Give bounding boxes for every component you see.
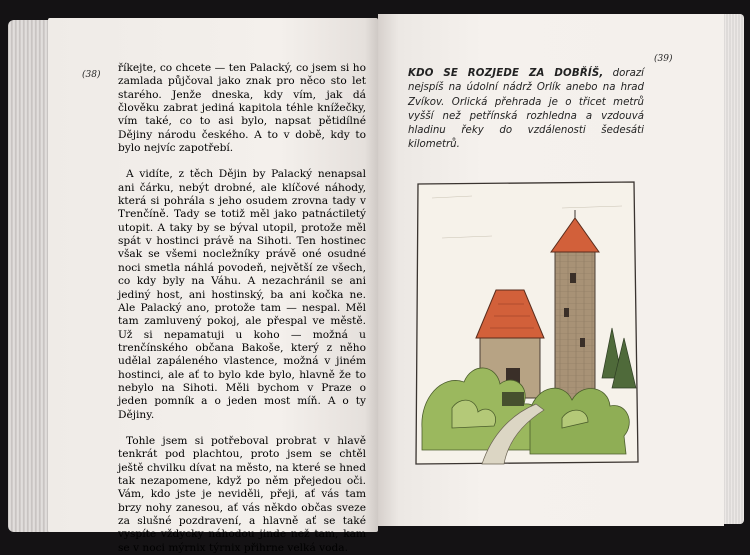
paragraph: Tohle jsem si potřeboval probrat v hlavě tenkrát pod plachtou, proto jsem se chtěl ještě chvilku dívat na město, na které se hned tak nezapomene, když po něm přejedou oči. Vám, kdo jste je neviděli, přeji, ať vás tam brzy nohy zanesou, ať vás někdo občas sveze za slušné pozdravení, a hlavně ať se také vyspíte vždycky náhodou jinde než tam, kam se v noci mýrnix týrnix přihrne velká voda. [118,434,366,554]
paragraph: A vidíte, z těch Dějin by Palacký nenapsal ani čárku, nebýt drobné, ale klíčové náhody, která si pohrála s jeho osudem zrovna tady v Trenčíně. Tady se totiž měl jako patnáctiletý utopit. A taky by se býval utopil, protože měl spát v hostinci právě na Sihoti. Ten hostinec však se všemi nocležníky právě oné osudné noci smetla náhlá povodeň, největší ze všech, co kdy byly na Váhu. A nezachránil se ani jediný host, ani hostinský, ba ani kočka ne. Ale Palacký ano, protože tam — nespal. Měl tam zamluvený pokoj, ale přespal ve městě. Už si nepamatuji u koho — možná u trenčínského občana Bakoše, který z něho udělal zapáleného vlastence, možná v jiném hostinci, ale ať to bylo kde bylo, hlavně že to nebylo na Sihoti. Měli bychom v Praze o jeden pomník a o jeden most míň. A o ty Dějiny. [118,168,366,421]
right-page-number: (39) [654,54,673,64]
left-page-number: (38) [82,70,101,80]
caption-lead: KDO SE ROZJEDE ZA DOBŘÍŠ, [408,68,604,79]
paragraph: říkejte, co chcete — ten Palacký, co jsem si ho zamlada půjčoval jako znak pro něco sto let starého. Jenže dneska, kdy vím, jak dá člověku zabrat jediná kapitola téhle knížečky, vím také, co to asi bylo, napsat pětidílné Dějiny národu českého. A to v době, kdy to bylo nejvíc zapotřebí. [118,62,366,155]
caption-text: dorazí nejspíš na údolní nádrž Orlík anebo na hrad Zvíkov. Orlická přehrada je o třicet metrů vyšší než petřínská rozhledna a vzdouvá hladinu řeky do vzdálenosti šedesáti kilometrů. [408,68,644,151]
right-page-edges [724,14,744,524]
left-page-body [118,62,366,555]
castle-illustration [412,178,644,468]
illustration-caption [408,67,644,153]
